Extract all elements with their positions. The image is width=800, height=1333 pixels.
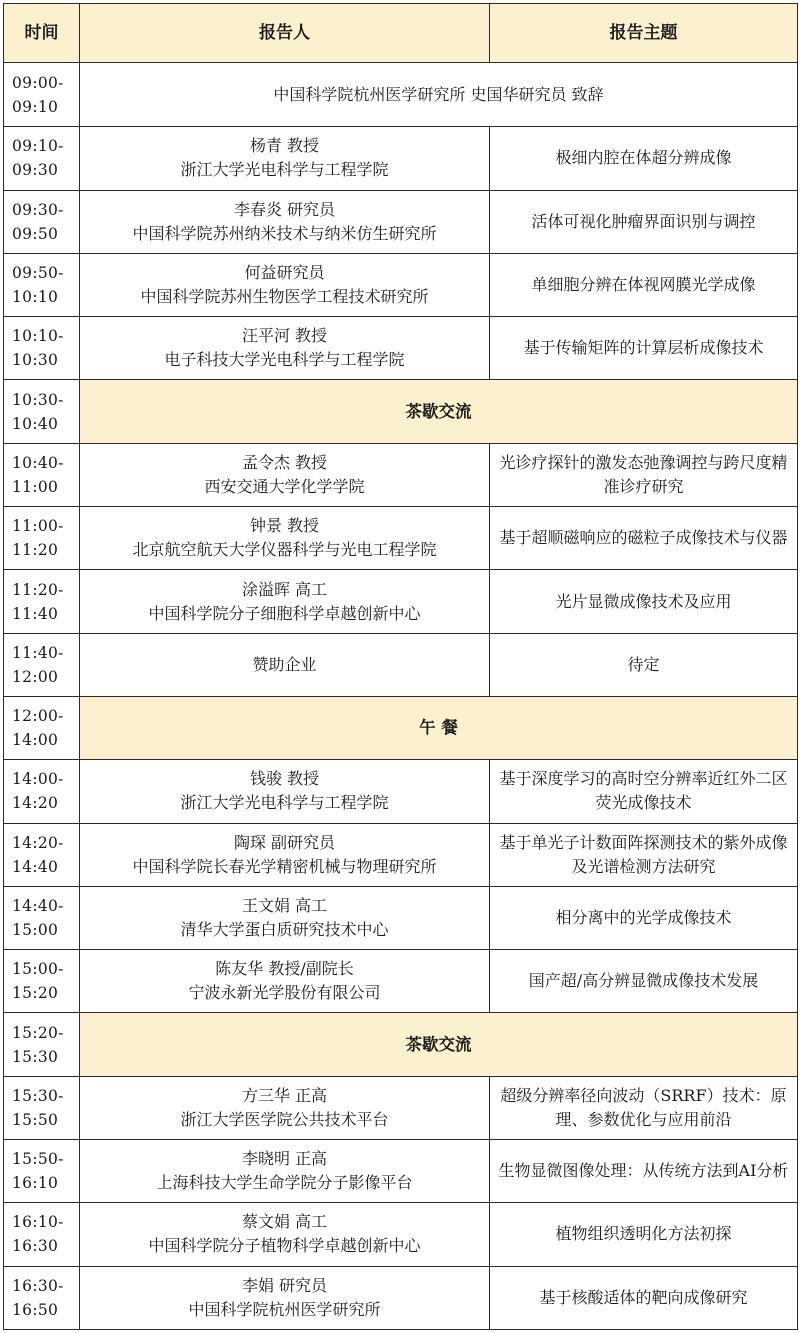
speaker-name: 李晓明 正高 (241, 1149, 328, 1169)
topic-text: 植物组织透明化方法初探 (555, 1224, 732, 1244)
time-start: 10:10- (12, 327, 64, 346)
speaker-affiliation: 中国科学院长春光学精密机械与物理研究所 (132, 856, 437, 876)
talk-row (4, 127, 798, 190)
speaker-cell (80, 507, 490, 570)
talk-row (4, 507, 798, 570)
time-end: 12:00 (12, 667, 59, 686)
talk-row (4, 1203, 798, 1266)
topic-cell (490, 823, 798, 886)
speaker-cell (80, 1076, 490, 1139)
time-cell (4, 823, 80, 886)
time-start: 12:00- (12, 707, 64, 726)
time-cell (4, 443, 80, 506)
time-cell (4, 253, 80, 316)
time-start: 14:00- (12, 770, 64, 789)
topic-cell (490, 127, 798, 190)
speaker-affiliation: 中国科学院苏州生物医学工程技术研究所 (140, 287, 429, 307)
time-end: 10:10 (12, 288, 59, 307)
speaker-name: 汪平河 教授 (241, 326, 328, 346)
speaker-cell (80, 760, 490, 823)
speaker-affiliation: 浙江大学光电科学与工程学院 (180, 793, 389, 813)
time-end: 09:50 (12, 224, 59, 243)
time-start: 14:40- (12, 897, 64, 915)
opening-remarks: 中国科学院杭州医学研究所 史国华研究员 致辞 (80, 63, 798, 127)
speaker-affiliation: 上海科技大学生命学院分子影像平台 (156, 1173, 413, 1193)
time-end: 15:50 (12, 1110, 59, 1129)
schedule-table (3, 3, 798, 1330)
time-start: 11:20- (12, 580, 64, 599)
time-cell (4, 380, 80, 443)
speaker-name: 王文娟 高工 (241, 896, 328, 915)
speaker-cell (80, 823, 490, 886)
topic-text: 光片显微成像技术及应用 (555, 591, 732, 611)
speaker-name: 陶琛 副研究员 (233, 832, 336, 852)
time-end: 14:20 (12, 794, 59, 813)
time-cell (4, 317, 80, 380)
schedule-body (4, 63, 798, 1330)
time-cell (4, 696, 80, 759)
talk-row (4, 317, 798, 380)
topic-cell (490, 570, 798, 633)
break-row (4, 380, 798, 443)
topic-text: 超级分辨率径向波动（SRRF）技术：原理、参数优化与应用前沿 (500, 1085, 787, 1129)
talk-row (4, 443, 798, 506)
speaker-name: 钱骏 教授 (249, 769, 320, 789)
speaker-name: 何益研究员 (244, 263, 325, 283)
time-start: 14:20- (12, 833, 64, 852)
topic-cell (490, 190, 798, 253)
speaker-affiliation: 西安交通大学化学学院 (204, 476, 365, 496)
topic-cell (490, 317, 798, 380)
time-start: 10:40- (12, 453, 64, 472)
break-label: 茶歇交流 (80, 380, 798, 443)
topic-text: 光诊疗探针的激发态弛豫调控与跨尺度精准诊疗研究 (499, 452, 788, 496)
time-cell (4, 190, 80, 253)
time-start: 15:20- (12, 1023, 64, 1042)
speaker-cell (80, 570, 490, 633)
speaker-cell (80, 1203, 490, 1266)
time-end: 15:00 (12, 921, 59, 939)
speaker-name: 李娟 研究员 (241, 1275, 328, 1295)
speaker-name: 涂溢晖 高工 (241, 579, 328, 599)
talk-row (4, 253, 798, 316)
speaker-name: 杨青 教授 (249, 136, 320, 156)
speaker-name: 李春炎 研究员 (233, 199, 336, 219)
time-cell (4, 886, 80, 949)
topic-text: 活体可视化肿瘤界面识别与调控 (531, 211, 756, 231)
time-end: 10:40 (12, 414, 59, 433)
speaker-affiliation: 清华大学蛋白质研究技术中心 (180, 920, 389, 939)
topic-cell (490, 633, 798, 696)
time-cell (4, 1203, 80, 1266)
talk-row (4, 570, 798, 633)
time-end: 09:10 (12, 97, 59, 116)
time-cell (4, 63, 80, 127)
topic-text: 极细内腔在体超分辨成像 (555, 148, 732, 168)
speaker-cell (80, 317, 490, 380)
speaker-affiliation: 中国科学院分子细胞科学卓越创新中心 (148, 603, 421, 623)
time-start: 09:30- (12, 200, 64, 219)
break-row (4, 1013, 798, 1076)
talk-row (4, 1076, 798, 1139)
topic-text: 基于超顺磁响应的磁粒子成像技术与仪器 (499, 528, 788, 548)
topic-cell (490, 1203, 798, 1266)
topic-text: 相分离中的光学成像技术 (555, 908, 732, 927)
talk-row (4, 886, 798, 949)
speaker-name: 方三华 正高 (241, 1085, 328, 1105)
time-end: 14:40 (12, 857, 59, 876)
time-end: 11:20 (12, 541, 59, 560)
time-end: 16:10 (12, 1174, 59, 1193)
time-cell (4, 760, 80, 823)
time-start: 15:50- (12, 1150, 64, 1169)
time-cell (4, 507, 80, 570)
time-end: 10:30 (12, 351, 59, 370)
speaker-cell (80, 950, 490, 1013)
time-end: 09:30 (12, 161, 59, 180)
speaker-cell (80, 127, 490, 190)
topic-text: 单细胞分辨在体视网膜光学成像 (531, 275, 756, 295)
time-start: 16:30- (12, 1276, 64, 1295)
time-end: 11:40 (12, 604, 59, 623)
time-end: 11:00 (12, 477, 59, 496)
speaker-name: 赞助企业 (252, 654, 317, 674)
speaker-affiliation: 中国科学院分子植物科学卓越创新中心 (148, 1236, 421, 1256)
talk-row (4, 760, 798, 823)
speaker-cell (80, 443, 490, 506)
speaker-affiliation: 浙江大学医学院公共技术平台 (180, 1109, 389, 1129)
speaker-name: 蔡文娟 高工 (241, 1212, 328, 1232)
topic-cell (490, 886, 798, 949)
topic-text: 待定 (627, 654, 660, 674)
topic-text: 基于深度学习的高时空分辨率近红外二区荧光成像技术 (499, 769, 788, 813)
topic-cell (490, 950, 798, 1013)
speaker-cell (80, 1266, 490, 1329)
talk-row (4, 950, 798, 1013)
topic-text: 国产超/高分辨显微成像技术发展 (528, 971, 759, 991)
speaker-affiliation: 中国科学院杭州医学研究所 (188, 1299, 381, 1319)
time-start: 15:30- (12, 1086, 64, 1105)
speaker-cell (80, 253, 490, 316)
break-label: 茶歇交流 (80, 1013, 798, 1076)
speaker-name: 钟景 教授 (249, 516, 320, 536)
time-cell (4, 950, 80, 1013)
topic-cell (490, 253, 798, 316)
opening-row (4, 63, 798, 127)
topic-cell (490, 1140, 798, 1203)
speaker-affiliation: 宁波永新光学股份有限公司 (188, 983, 381, 1003)
header-topic: 报告主题 (490, 4, 798, 63)
time-end: 16:30 (12, 1237, 59, 1256)
speaker-cell (80, 190, 490, 253)
speaker-affiliation: 北京航空航天大学仪器科学与光电工程学院 (132, 540, 437, 560)
speaker-cell (80, 633, 490, 696)
time-start: 09:50- (12, 264, 64, 283)
speaker-affiliation: 浙江大学光电科学与工程学院 (180, 160, 389, 180)
header-time: 时间 (4, 4, 80, 63)
time-end: 14:00 (12, 731, 59, 750)
time-cell (4, 1140, 80, 1203)
talk-row (4, 1140, 798, 1203)
time-cell (4, 1076, 80, 1139)
topic-cell (490, 1076, 798, 1139)
talk-row (4, 190, 798, 253)
time-start: 11:00- (12, 517, 64, 536)
time-end: 15:20 (12, 984, 59, 1003)
topic-text: 基于传输矩阵的计算层析成像技术 (523, 338, 764, 358)
topic-cell (490, 507, 798, 570)
header-row (4, 4, 798, 63)
time-start: 10:30- (12, 390, 64, 409)
speaker-name: 孟令杰 教授 (241, 452, 328, 472)
topic-text: 生物显微图像处理：从传统方法到AI分析 (498, 1161, 789, 1181)
speaker-cell (80, 886, 490, 949)
talk-row (4, 633, 798, 696)
time-cell (4, 1266, 80, 1329)
topic-text: 基于核酸适体的靶向成像研究 (539, 1287, 748, 1307)
time-cell (4, 127, 80, 190)
topic-cell (490, 760, 798, 823)
time-cell (4, 633, 80, 696)
talk-row (4, 1266, 798, 1329)
break-row (4, 696, 798, 759)
time-start: 15:00- (12, 960, 64, 979)
topic-cell (490, 1266, 798, 1329)
topic-cell (490, 443, 798, 506)
time-start: 16:10- (12, 1213, 64, 1232)
header-speaker: 报告人 (80, 4, 490, 63)
time-end: 15:30 (12, 1047, 59, 1066)
time-start: 09:00- (12, 73, 64, 92)
time-start: 09:10- (12, 137, 64, 156)
time-end: 16:50 (12, 1300, 59, 1319)
break-label: 午 餐 (80, 696, 798, 759)
time-cell (4, 570, 80, 633)
talk-row (4, 823, 798, 886)
time-cell (4, 1013, 80, 1076)
speaker-affiliation: 电子科技大学光电科学与工程学院 (164, 350, 405, 370)
speaker-name: 陈友华 教授/副院长 (215, 959, 354, 979)
speaker-cell (80, 1140, 490, 1203)
speaker-affiliation: 中国科学院苏州纳米技术与纳米仿生研究所 (132, 223, 437, 243)
topic-text: 基于单光子计数面阵探测技术的紫外成像及光谱检测方法研究 (499, 832, 788, 876)
time-start: 11:40- (12, 643, 64, 662)
